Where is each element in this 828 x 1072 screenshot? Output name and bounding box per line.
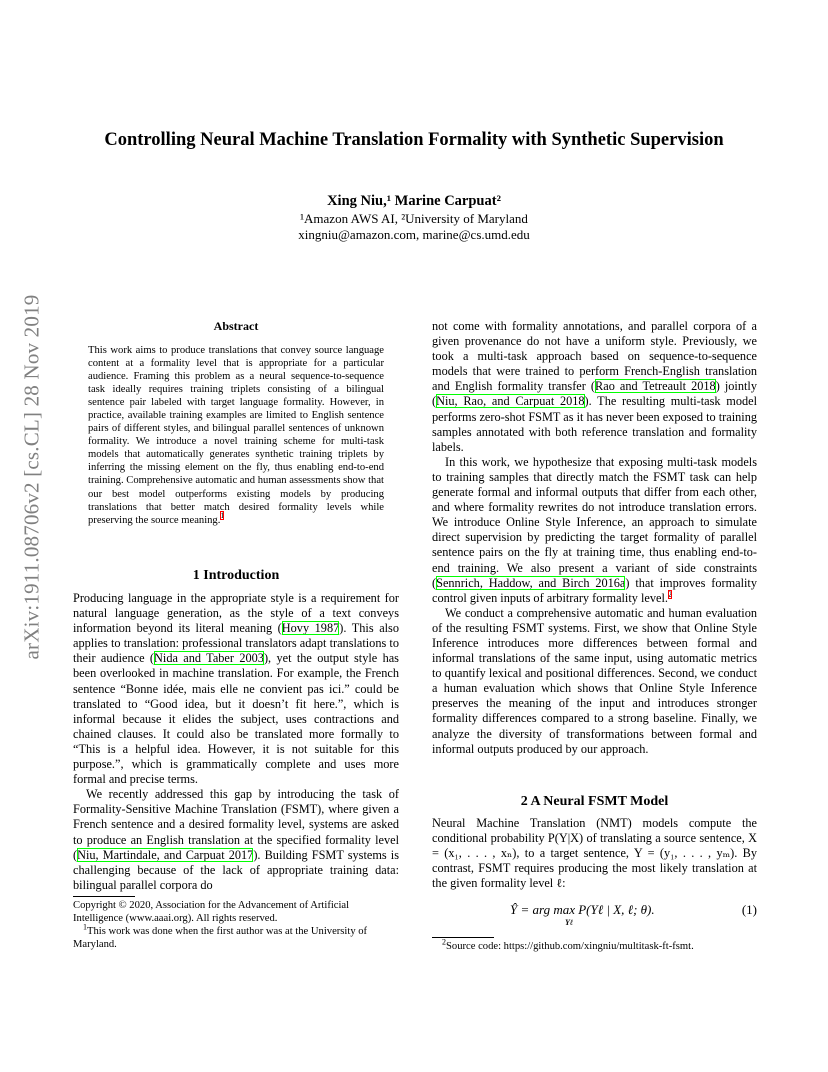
section-2-paragraph: Neural Machine Translation (NMT) models compute the conditional probability P(Y|X) of translating a source sentence, X = (x₁, . . . , xₙ), to a target sentence, Y = (y₁, . . . , yₘ). By contrast, FSMT requires producing the most likely translation at the given formality level ℓ:	[432, 816, 757, 891]
section-2-body	[432, 816, 757, 891]
introduction-body	[73, 591, 399, 893]
arxiv-id: arXiv:1911.08706v2 [cs.CL] 28 Nov 2019	[19, 294, 44, 660]
citation-link[interactable]: Nida and Taber 2003	[154, 651, 264, 666]
paper-title: Controlling Neural Machine Translation Formality with Synthetic Supervision	[104, 130, 724, 150]
right-paragraph-3: We conduct a comprehensive automatic and human evaluation of the resulting FSMT systems. First, we show that Online Style Inference introduces more differences between formal and informal translations of the same input, using automatic metrics to quantify lexical and positional differences. Second, we conduct a human evaluation which shows that Online Style Inference preserves the meaning of the input and introduces stronger formality differences compared to a strong baseline. Finally, we analyze the diversity of transformations between formal and informal outputs produced by our approach.	[432, 605, 757, 756]
equation-number: (1)	[741, 902, 757, 917]
text-run: We recently addressed this gap by introducing the task of Formality-Sensitive Machine Translation (FSMT), where given a French sentence and a desired formality level, systems are asked to produce an English translation at the specified formality level (	[73, 787, 399, 862]
citation-link[interactable]: Niu, Rao, and Carpuat 2018	[436, 394, 585, 409]
arxiv-sidebar-stamp	[14, 282, 50, 672]
equation-formula: Ŷ = arg max P(Yℓ | X, ℓ; θ).	[510, 902, 655, 917]
citation-link[interactable]: Niu, Martindale, and Carpuat 2017	[77, 847, 254, 862]
abstract-body	[88, 344, 384, 527]
footnote-2	[432, 937, 757, 953]
intro-paragraph-1	[73, 591, 399, 787]
footnote-link-2[interactable]: 2	[667, 589, 672, 599]
text-run: In this work, we hypothesize that exposing multi-task models to training samples that directly match the FSMT task can help generate formal and informal outputs that differ from each other, and where formality rewrites do not introduce translation errors. We introduce Online Style Inference, an approach to simulate direct supervision by predicting the target formality of parallel sentence pairs on the fly at training time, thus enabling end-to-end training. We also present a variant of side constraints (	[432, 454, 757, 590]
affiliation-block	[0, 211, 828, 243]
text-run: ). This also applies to translation: professional translators adapt translations to their audience (	[73, 621, 399, 666]
footnote-rule	[73, 896, 135, 897]
intro-paragraph-2	[73, 787, 399, 893]
text-run: ), yet the output style has been overlooked in machine translation. For example, the French sentence “Bonne idée, mais elle ne convient pas ici.” could be translated to “Good idea, but it doesn’t fit here.”, which is informal because it elides the subject, uses contractions and chained clauses. It could also be translated more formally to “This is a helpful idea. However, it is not suitable for this purpose.”, which is grammatically complete and uses more formal and precise terms.	[73, 651, 399, 787]
text-run: ) that improves formality control given inputs of arbitrary formality level.	[432, 575, 757, 605]
text-run: not come with formality annotations, and parallel corpora of a given provenance do not have a uniform style. Previously, we took a multi-task approach based on sequence-to-sequence models that were trained to perform French-English translation and English formality transfer (	[432, 319, 757, 394]
footnote-number: 1	[83, 922, 87, 932]
text-run: ). The resulting multi-task model performs zero-shot FSMT as it has never been exposed to training samples annotated with both reference translation and formality labels.	[432, 394, 757, 454]
right-paragraph-2	[432, 455, 757, 606]
abstract-text: This work aims to produce translations that convey source language content at a formality level that is appropriate for a particular audience. Framing this problem as a neural sequence-to-sequence task ideally requires training triplets consisting of a bilingual sentence pair labeled with target language formality. However, in practice, available training examples are limited to English sentence pairs of different styles, and bilingual parallel sentences of unknown formality. We introduce a novel training scheme for multi-task models that automatically generates synthetic training triplets by inferring the missing element on the fly, thus enabling end-to-end training. Comprehensive automatic and human assessments show that our best model outperforms existing models by producing translations that better match desired formality levels while preserving the source meaning.	[88, 345, 384, 526]
citation-link[interactable]: Rao and Tetreault 2018	[595, 379, 716, 394]
left-footnotes	[73, 899, 399, 951]
right-column-body	[432, 319, 757, 757]
citation-link[interactable]: Sennrich, Haddow, and Birch 2016a	[436, 575, 626, 590]
footnote-1	[73, 922, 399, 951]
author-emails: xingniu@amazon.com, marine@cs.umd.edu	[298, 227, 530, 242]
text-run: Producing language in the appropriate style is a requirement for natural language generation, as the style of a text conveys information beyond its literal meaning (	[73, 591, 399, 636]
footnote-text: This work was done when the first author was at the University of Maryland.	[73, 926, 368, 950]
affiliation: ¹Amazon AWS AI, ²University of Maryland	[300, 211, 528, 226]
citation-link[interactable]: Hovy 1987	[281, 621, 340, 636]
footnote-text[interactable]: Source code: https://github.com/xingniu/multitask-ft-fsmt.	[446, 941, 694, 952]
section-1-heading: 1 Introduction	[192, 568, 280, 583]
footnote-number: 2	[442, 937, 446, 947]
abstract-heading: Abstract	[213, 319, 259, 333]
text-run: ). Building FSMT systems is challenging because of the lack of appropriate training data: bilingual parallel corpora do	[73, 847, 399, 892]
section-2-heading: 2 A Neural FSMT Model	[520, 794, 669, 809]
author-list: Xing Niu,¹ Marine Carpuat²	[327, 193, 501, 209]
right-paragraph-1	[432, 319, 757, 455]
equation-subscript: Yℓ	[565, 918, 574, 927]
footnote-link-1[interactable]: 1	[220, 511, 225, 521]
text-run: ) jointly (	[432, 379, 757, 409]
copyright-notice: Copyright © 2020, Association for the Advancement of Artificial Intelligence (www.aaai.org). All rights reserved.	[73, 900, 350, 924]
